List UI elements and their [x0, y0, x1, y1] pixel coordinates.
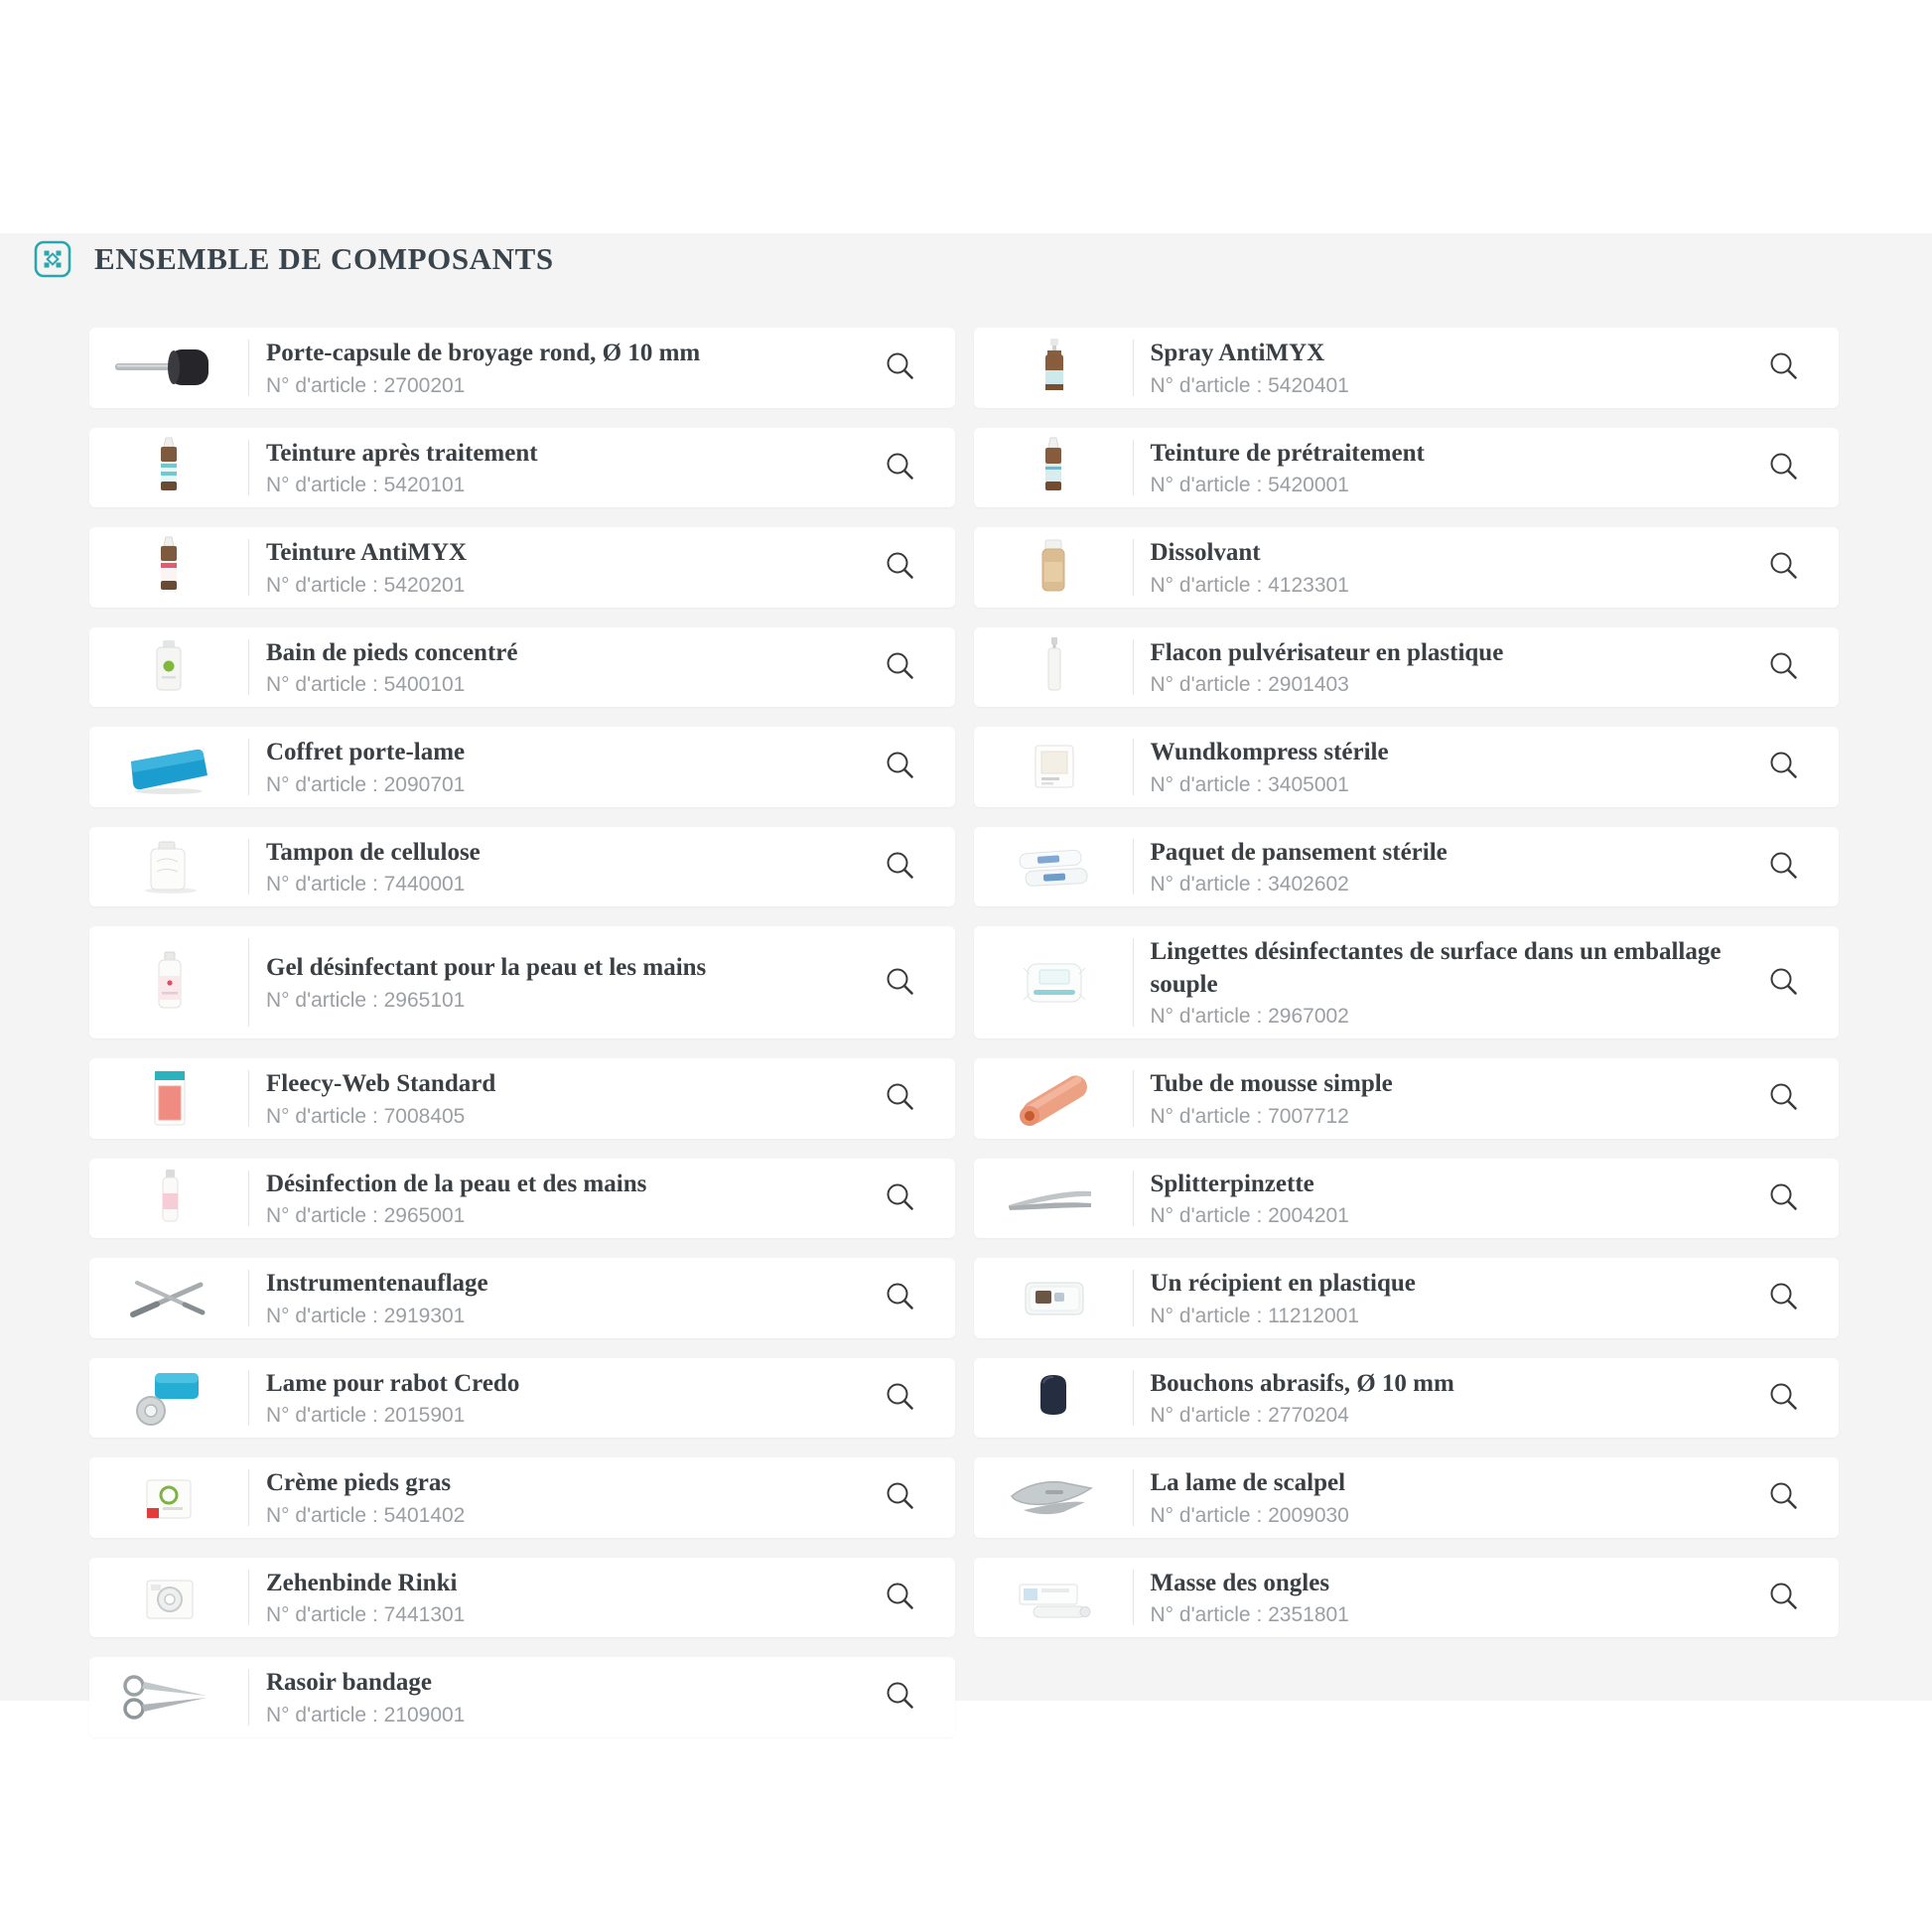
magnifier-icon — [884, 650, 917, 684]
magnifier-icon — [884, 1381, 917, 1415]
product-card[interactable] — [89, 727, 955, 807]
magnifier-icon — [884, 550, 917, 584]
components-icon — [34, 240, 71, 278]
product-info — [249, 527, 876, 608]
zoom-product-button[interactable] — [1767, 451, 1801, 484]
zoom-product-button[interactable] — [1767, 1381, 1801, 1415]
magnifier-icon — [884, 1680, 917, 1714]
product-info — [1134, 428, 1760, 508]
product-article-number: N° d'article : 5400101 — [266, 673, 466, 696]
product-info — [249, 1159, 876, 1239]
product-title: Porte-capsule de broyage rond, Ø 10 mm — [266, 340, 701, 366]
product-info — [1134, 727, 1760, 807]
magnifier-icon — [884, 850, 917, 884]
zoom-product-button[interactable] — [1767, 1181, 1801, 1215]
product-title: Tampon de cellulose — [266, 838, 481, 866]
zoom-product-button[interactable] — [884, 1181, 917, 1215]
magnifier-icon — [1767, 1081, 1801, 1115]
product-card[interactable] — [89, 1159, 955, 1239]
product-info — [1134, 1457, 1760, 1538]
product-article-number: N° d'article : 2919301 — [266, 1304, 466, 1327]
zoom-product-button[interactable] — [884, 850, 917, 884]
product-card[interactable] — [974, 1358, 1840, 1439]
product-title: Spray AntiMYX — [1150, 340, 1325, 366]
product-article-number: N° d'article : 2770204 — [1150, 1404, 1349, 1427]
tweezers-thumbnail — [974, 1159, 1133, 1239]
magnifier-icon — [884, 1081, 917, 1115]
product-info — [1134, 328, 1760, 408]
product-info — [1134, 1358, 1760, 1439]
product-info — [249, 827, 876, 907]
bandage-packs-thumbnail — [974, 827, 1133, 907]
product-info — [249, 1457, 876, 1538]
toe-bandage-thumbnail — [89, 1558, 248, 1638]
product-title: Masse des ongles — [1150, 1569, 1330, 1596]
dissolvant-bottle-thumbnail — [974, 527, 1133, 608]
product-article-number: N° d'article : 7440001 — [266, 873, 466, 896]
product-title: Fleecy-Web Standard — [266, 1070, 496, 1097]
magnifier-icon — [1767, 1181, 1801, 1215]
product-info — [1134, 1058, 1760, 1139]
product-article-number: N° d'article : 5420001 — [1150, 474, 1349, 496]
zoom-product-button[interactable] — [884, 451, 917, 484]
product-card[interactable] — [974, 328, 1840, 408]
skin-spray-bottle-thumbnail — [89, 1159, 248, 1239]
product-card[interactable] — [974, 1058, 1840, 1139]
cellulose-pack-thumbnail — [89, 827, 248, 907]
magnifier-icon — [1767, 550, 1801, 584]
product-article-number: N° d'article : 2009030 — [1150, 1503, 1349, 1527]
product-article-number: N° d'article : 5401402 — [266, 1503, 466, 1527]
product-info — [1134, 926, 1760, 1038]
magnifier-icon — [1767, 1381, 1801, 1415]
section-header — [34, 240, 554, 278]
fleecy-pack-thumbnail — [89, 1058, 248, 1139]
product-info — [249, 727, 876, 807]
magnifier-icon — [1767, 750, 1801, 783]
product-title: Teinture de prétraitement — [1150, 439, 1425, 467]
zoom-product-button[interactable] — [884, 1281, 917, 1314]
product-article-number: N° d'article : 11212001 — [1150, 1304, 1359, 1327]
product-title: Crème pieds gras — [266, 1469, 452, 1496]
product-card[interactable] — [974, 627, 1840, 708]
page-title: ENSEMBLE DE COMPOSANTS — [94, 241, 554, 276]
product-article-number: N° d'article : 3402602 — [1150, 873, 1349, 896]
zoom-product-button[interactable] — [1767, 550, 1801, 584]
product-card[interactable] — [974, 827, 1840, 907]
product-info — [249, 1558, 876, 1638]
compress-pack-thumbnail — [974, 727, 1133, 807]
components-grid — [89, 328, 1839, 1737]
product-article-number: N° d'article : 2965001 — [266, 1204, 466, 1227]
zoom-product-button[interactable] — [884, 1680, 917, 1714]
product-article-number: N° d'article : 7008405 — [266, 1104, 466, 1128]
product-title: Bain de pieds concentré — [266, 638, 518, 666]
product-title: Lame pour rabot Credo — [266, 1369, 520, 1397]
product-title: Un récipient en plastique — [1150, 1270, 1416, 1297]
magnifier-icon — [884, 1480, 917, 1514]
product-title: Lingettes désinfectantes de surface dans un emballage souple — [1150, 938, 1722, 998]
product-title: Flacon pulvérisateur en plastique — [1150, 638, 1504, 666]
zoom-product-button[interactable] — [884, 650, 917, 684]
zoom-product-button[interactable] — [1767, 966, 1801, 1000]
product-title: Teinture AntiMYX — [266, 539, 468, 566]
zoom-product-button[interactable] — [884, 966, 917, 1000]
product-info — [1134, 527, 1760, 608]
product-article-number: N° d'article : 4123301 — [1150, 573, 1349, 597]
product-title: Rasoir bandage — [266, 1669, 432, 1696]
product-card[interactable] — [974, 527, 1840, 608]
zoom-product-button[interactable] — [1767, 350, 1801, 384]
product-card[interactable] — [89, 1558, 955, 1638]
zoom-product-button[interactable] — [884, 750, 917, 783]
product-card[interactable] — [89, 1657, 955, 1737]
product-article-number: N° d'article : 2004201 — [1150, 1204, 1349, 1227]
product-card[interactable] — [89, 627, 955, 708]
magnifier-icon — [1767, 850, 1801, 884]
product-info — [1134, 627, 1760, 708]
product-article-number: N° d'article : 5420401 — [1150, 373, 1349, 397]
magnifier-icon — [884, 750, 917, 783]
scalpel-blade-thumbnail — [974, 1457, 1133, 1538]
dropper-bottle-brown-thumbnail — [974, 428, 1133, 508]
zoom-product-button[interactable] — [1767, 850, 1801, 884]
product-article-number: N° d'article : 7007712 — [1150, 1104, 1349, 1128]
product-title: Bouchons abrasifs, Ø 10 mm — [1150, 1369, 1454, 1397]
magnifier-icon — [1767, 1480, 1801, 1514]
gel-bottle-thumbnail — [89, 926, 248, 1038]
zoom-product-button[interactable] — [1767, 1581, 1801, 1614]
product-card[interactable] — [89, 1358, 955, 1439]
product-card[interactable] — [974, 727, 1840, 807]
nail-mass-thumbnail — [974, 1558, 1133, 1638]
product-card[interactable] — [89, 827, 955, 907]
magnifier-icon — [884, 1181, 917, 1215]
product-article-number: N° d'article : 5420201 — [266, 573, 466, 597]
zoom-product-button[interactable] — [884, 1081, 917, 1115]
product-card[interactable] — [89, 527, 955, 608]
product-card[interactable] — [974, 1457, 1840, 1538]
product-info — [249, 627, 876, 708]
wipes-pack-thumbnail — [974, 926, 1133, 1038]
product-article-number: N° d'article : 7441301 — [266, 1603, 466, 1626]
product-card[interactable] — [89, 1457, 955, 1538]
product-card[interactable] — [89, 1058, 955, 1139]
zoom-product-button[interactable] — [884, 550, 917, 584]
magnifier-icon — [1767, 350, 1801, 384]
product-info — [249, 942, 876, 1023]
product-title: Instrumentenauflage — [266, 1270, 488, 1297]
foot-bath-bottle-thumbnail — [89, 627, 248, 708]
zoom-product-button[interactable] — [884, 350, 917, 384]
product-card[interactable] — [974, 428, 1840, 508]
product-info — [1134, 827, 1760, 907]
foot-cream-thumbnail — [89, 1457, 248, 1538]
magnifier-icon — [884, 451, 917, 484]
product-info — [249, 1058, 876, 1139]
product-article-number: N° d'article : 2015901 — [266, 1404, 466, 1427]
magnifier-icon — [1767, 1281, 1801, 1314]
product-title: La lame de scalpel — [1150, 1469, 1346, 1496]
tincture-bottle-teal-thumbnail — [89, 428, 248, 508]
product-article-number: N° d'article : 2700201 — [266, 373, 466, 397]
product-article-number: N° d'article : 2901403 — [1150, 673, 1349, 696]
product-info — [1134, 1159, 1760, 1239]
product-card[interactable] — [974, 926, 1840, 1038]
product-article-number: N° d'article : 2351801 — [1150, 1603, 1349, 1626]
instruments-thumbnail — [89, 1258, 248, 1338]
product-info — [249, 1358, 876, 1439]
product-title: Zehenbinde Rinki — [266, 1569, 458, 1596]
magnifier-icon — [1767, 451, 1801, 484]
product-title: Désinfection de la peau et des mains — [266, 1170, 647, 1197]
product-title: Teinture après traitement — [266, 439, 538, 467]
magnifier-icon — [884, 1581, 917, 1614]
product-card[interactable] — [89, 428, 955, 508]
product-title: Dissolvant — [1150, 539, 1261, 566]
product-article-number: N° d'article : 2090701 — [266, 772, 466, 796]
magnifier-icon — [1767, 1581, 1801, 1614]
zoom-product-button[interactable] — [884, 1480, 917, 1514]
plastic-container-thumbnail — [974, 1258, 1133, 1338]
product-title: Gel désinfectant pour la peau et les mains — [266, 954, 707, 982]
grinder-bit-thumbnail — [89, 328, 248, 408]
zoom-product-button[interactable] — [1767, 1281, 1801, 1314]
zoom-product-button[interactable] — [884, 1581, 917, 1614]
product-title: Paquet de pansement stérile — [1150, 838, 1448, 866]
product-info — [249, 1657, 876, 1737]
abrasive-caps-thumbnail — [974, 1358, 1133, 1439]
slim-spray-bottle-thumbnail — [974, 627, 1133, 708]
product-article-number: N° d'article : 2109001 — [266, 1703, 466, 1726]
magnifier-icon — [1767, 966, 1801, 1000]
product-card[interactable] — [89, 926, 955, 1038]
product-article-number: N° d'article : 5420101 — [266, 474, 466, 496]
zoom-product-button[interactable] — [1767, 650, 1801, 684]
product-card[interactable] — [974, 1159, 1840, 1239]
zoom-product-button[interactable] — [884, 1381, 917, 1415]
zoom-product-button[interactable] — [1767, 1480, 1801, 1514]
product-card[interactable] — [974, 1258, 1840, 1338]
product-card[interactable] — [89, 1258, 955, 1338]
product-card[interactable] — [974, 1558, 1840, 1638]
magnifier-icon — [884, 350, 917, 384]
product-title: Splitterpinzette — [1150, 1170, 1314, 1197]
zoom-product-button[interactable] — [1767, 1081, 1801, 1115]
magnifier-icon — [884, 966, 917, 1000]
blue-blade-box-thumbnail — [89, 727, 248, 807]
bandage-scissors-thumbnail — [89, 1657, 248, 1737]
product-title: Wundkompress stérile — [1150, 739, 1389, 765]
product-article-number: N° d'article : 3405001 — [1150, 772, 1349, 796]
product-card[interactable] — [89, 328, 955, 408]
product-article-number: N° d'article : 2967002 — [1150, 1005, 1349, 1028]
product-info — [249, 1258, 876, 1338]
tincture-bottle-red-thumbnail — [89, 527, 248, 608]
product-info — [249, 428, 876, 508]
spray-bottle-brown-thumbnail — [974, 328, 1133, 408]
foam-tube-thumbnail — [974, 1058, 1133, 1139]
content-area — [0, 233, 1932, 1726]
credo-blade-box-thumbnail — [89, 1358, 248, 1439]
product-info — [1134, 1558, 1760, 1638]
zoom-product-button[interactable] — [1767, 750, 1801, 783]
magnifier-icon — [884, 1281, 917, 1314]
product-title: Tube de mousse simple — [1150, 1070, 1393, 1097]
magnifier-icon — [1767, 650, 1801, 684]
product-article-number: N° d'article : 2965101 — [266, 988, 466, 1012]
product-info — [249, 328, 876, 408]
product-title: Coffret porte-lame — [266, 739, 466, 765]
product-info — [1134, 1258, 1760, 1338]
